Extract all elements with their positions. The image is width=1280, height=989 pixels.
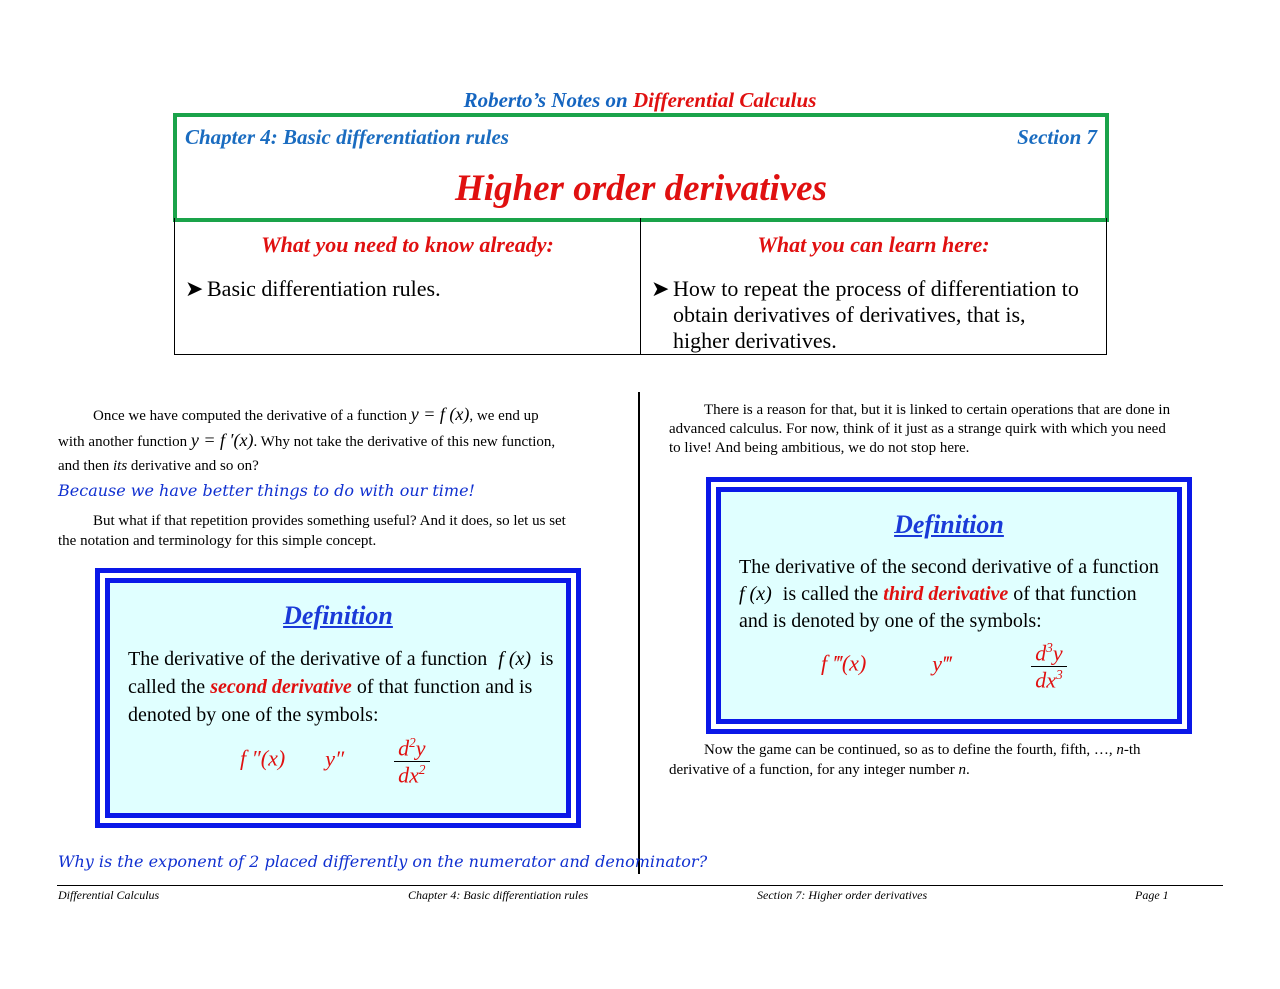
symbol-leibniz-2: $\frac{d^2y}{dx^2}$ [394,735,429,789]
definition-box-third [716,487,1182,724]
aside-note-2: Why is the exponent of 2 placed differently on the numerator and denominator? [58,852,708,871]
footer-rule [57,885,1223,886]
definition-text: The derivative of the second derivative of a function f (x) is called the third derivative of that function and is denoted by one of the symbols: [739,556,1159,632]
aside-note-1: Because we have better things to do with our time! [58,481,475,500]
symbols-row [821,640,1067,694]
definition-box-second [105,578,571,818]
symbol-yppp: y‴ [932,650,952,676]
symbol-ypp: y″ [325,745,345,771]
column-divider [638,392,640,874]
right-paragraph-2: Now the game can be continued, so as to define the fourth, fifth, …, n-th derivative of a function, for any integer number n. [669,742,1141,778]
right-paragraph-1: There is a reason for that, but it is linked to certain operations that are done in advanced calculus. For now, think of it just as a strange quirk with which you need to live! And being ambitious, we do not stop here. [669,402,1171,456]
definition-text: The derivative of the derivative of a function f (x) is called the second derivative of that function and is denoted by one of the symbols: [128,648,554,726]
series-subject: Differential Calculus [632,88,817,112]
footer-page: Page 1 [1135,888,1169,902]
section-label: Section 7 [1017,125,1097,149]
symbols-row [240,735,430,789]
left-paragraph-2: But what if that repetition provides something useful? And it does, so let us set the notation and terminology for this simple concept. [58,513,566,549]
term-second-derivative: second derivative [210,676,352,698]
definition-title: Definition [283,601,393,630]
chapter-box [173,113,1109,222]
series-title [0,88,1280,113]
chapter-label: Chapter 4: Basic differentiation rules [185,125,509,149]
term-third-derivative: third derivative [883,583,1009,605]
definition-title: Definition [894,510,1004,539]
symbol-leibniz-3: $\frac{d^3y}{dx^3}$ [1031,640,1066,694]
footer-chapter: Chapter 4: Basic differentiation rules [408,888,589,902]
symbol-fppp: f ‴(x) [821,650,867,676]
can-learn-item: ➤ How to repeat the process of differentiation to obtain derivatives of derivatives, that is, higher derivatives. [651,276,1079,353]
can-learn-heading: What you can learn here: [757,232,990,257]
left-paragraph-1: Once we have computed the derivative of a function y = f (x), we end up with another function y = f ′(x). Why not take the derivative of this new function, and then its derivative and so on? [58,404,556,474]
footer-book: Differential Calculus [58,888,160,902]
need-to-know-item: ➤ Basic differentiation rules. [185,276,441,301]
arrow-icon: ➤ [185,276,204,301]
symbol-fpp: f ″(x) [240,745,286,771]
arrow-icon: ➤ [651,276,670,301]
need-to-know-heading: What you need to know already: [261,232,554,257]
prerequisites-table [174,218,1107,355]
footer-section: Section 7: Higher order derivatives [757,888,928,902]
page-title: Higher order derivatives [454,168,827,209]
series-prefix: Roberto’s Notes on [463,88,633,112]
